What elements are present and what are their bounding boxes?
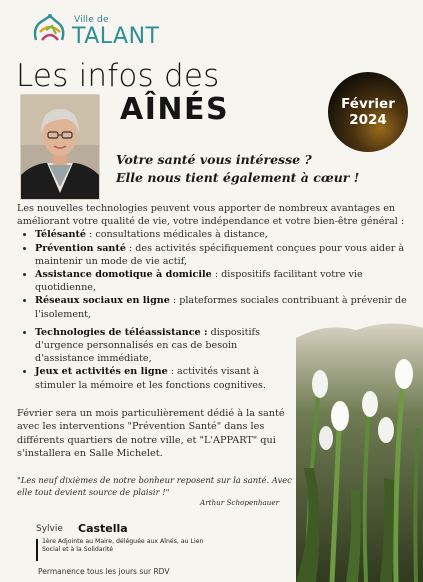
list-item [35, 242, 417, 268]
logo-ville-de: Ville de [74, 15, 109, 25]
signature-divider [36, 539, 38, 561]
list-item-term: Assistance domotique à domicile [35, 269, 212, 281]
list-item-text: dispositifs d'urgence personnalisés en cas de besoin d'assistance immédiate, [35, 326, 261, 365]
snowdrop-photo [296, 318, 423, 582]
portrait-photo [20, 94, 100, 200]
quote-text: "Les neuf dixièmes de notre bonheur reposent sur la santé. Avec elle tout devient source de plaisir !" [17, 475, 292, 497]
list-item-term: Technologies de téléassistance : [35, 326, 208, 338]
signature-role: 1ère Adjointe au Maire, déléguée aux Aînés, au Lien Social et à la Solidarité [42, 538, 204, 553]
benefits-list [17, 228, 417, 320]
subtitle [116, 151, 386, 187]
list-item-text: : plateformes sociales contribuant à prévenir de l'isolement, [35, 295, 407, 320]
city-logo [30, 10, 180, 52]
date-badge [328, 72, 408, 152]
list-item-term: Réseaux sociaux en ligne [35, 295, 170, 307]
badge-month: Février [341, 96, 395, 112]
announcement-paragraph: Février sera un mois particulièrement dédié à la santé avec les interventions "Prévention Santé" dans les différents quartiers de notre ville, et "L'APPART" qui s'installera en Salle Michelet. [17, 408, 285, 460]
list-item [35, 268, 417, 294]
title-line-2: AÎNÉS [120, 92, 230, 127]
title-line-1: Les infos des [16, 58, 220, 94]
badge-year: 2024 [349, 112, 387, 128]
subtitle-line-2: Elle nous tient également à cœur ! [116, 170, 360, 185]
list-item [35, 228, 417, 241]
list-item-text: : consultations médicales à distance, [86, 229, 268, 241]
list-item-text: : activités visant à stimuler la mémoire et les fonctions cognitives. [35, 366, 266, 391]
list-item-term: Prévention santé [35, 242, 126, 254]
list-item [35, 294, 417, 320]
benefits-list-continued [17, 326, 297, 392]
list-item-text: : dispositifs facilitant votre vie quotidienne, [35, 269, 363, 294]
signature-last-name: Castella [78, 522, 128, 535]
list-item [35, 365, 297, 391]
intro-paragraph: Les nouvelles technologies peuvent vous apporter de nombreux avantages en améliorant votre qualité de vie, votre indépendance et votre bien-être général : [17, 203, 405, 228]
list-item-text: : des activités spécifiquement conçues pour vous aider à maintenir un mode de vie actif, [35, 242, 405, 267]
quote-author: Arthur Schopenhauer [200, 498, 280, 507]
list-item-term: Télésanté [35, 229, 87, 241]
snowdrop-illustration [296, 318, 423, 582]
list-item [35, 326, 297, 366]
permanence-info: Permanence tous les jours sur RDV [38, 567, 170, 576]
signature-first-name: Sylvie [36, 524, 63, 534]
city-logo-icon [30, 10, 70, 50]
list-item-term: Jeux et activités en ligne [35, 366, 168, 378]
subtitle-line-1: Votre santé vous intéresse ? [116, 152, 312, 167]
logo-talant: TALANT [72, 24, 160, 49]
portrait-illustration [21, 95, 99, 199]
